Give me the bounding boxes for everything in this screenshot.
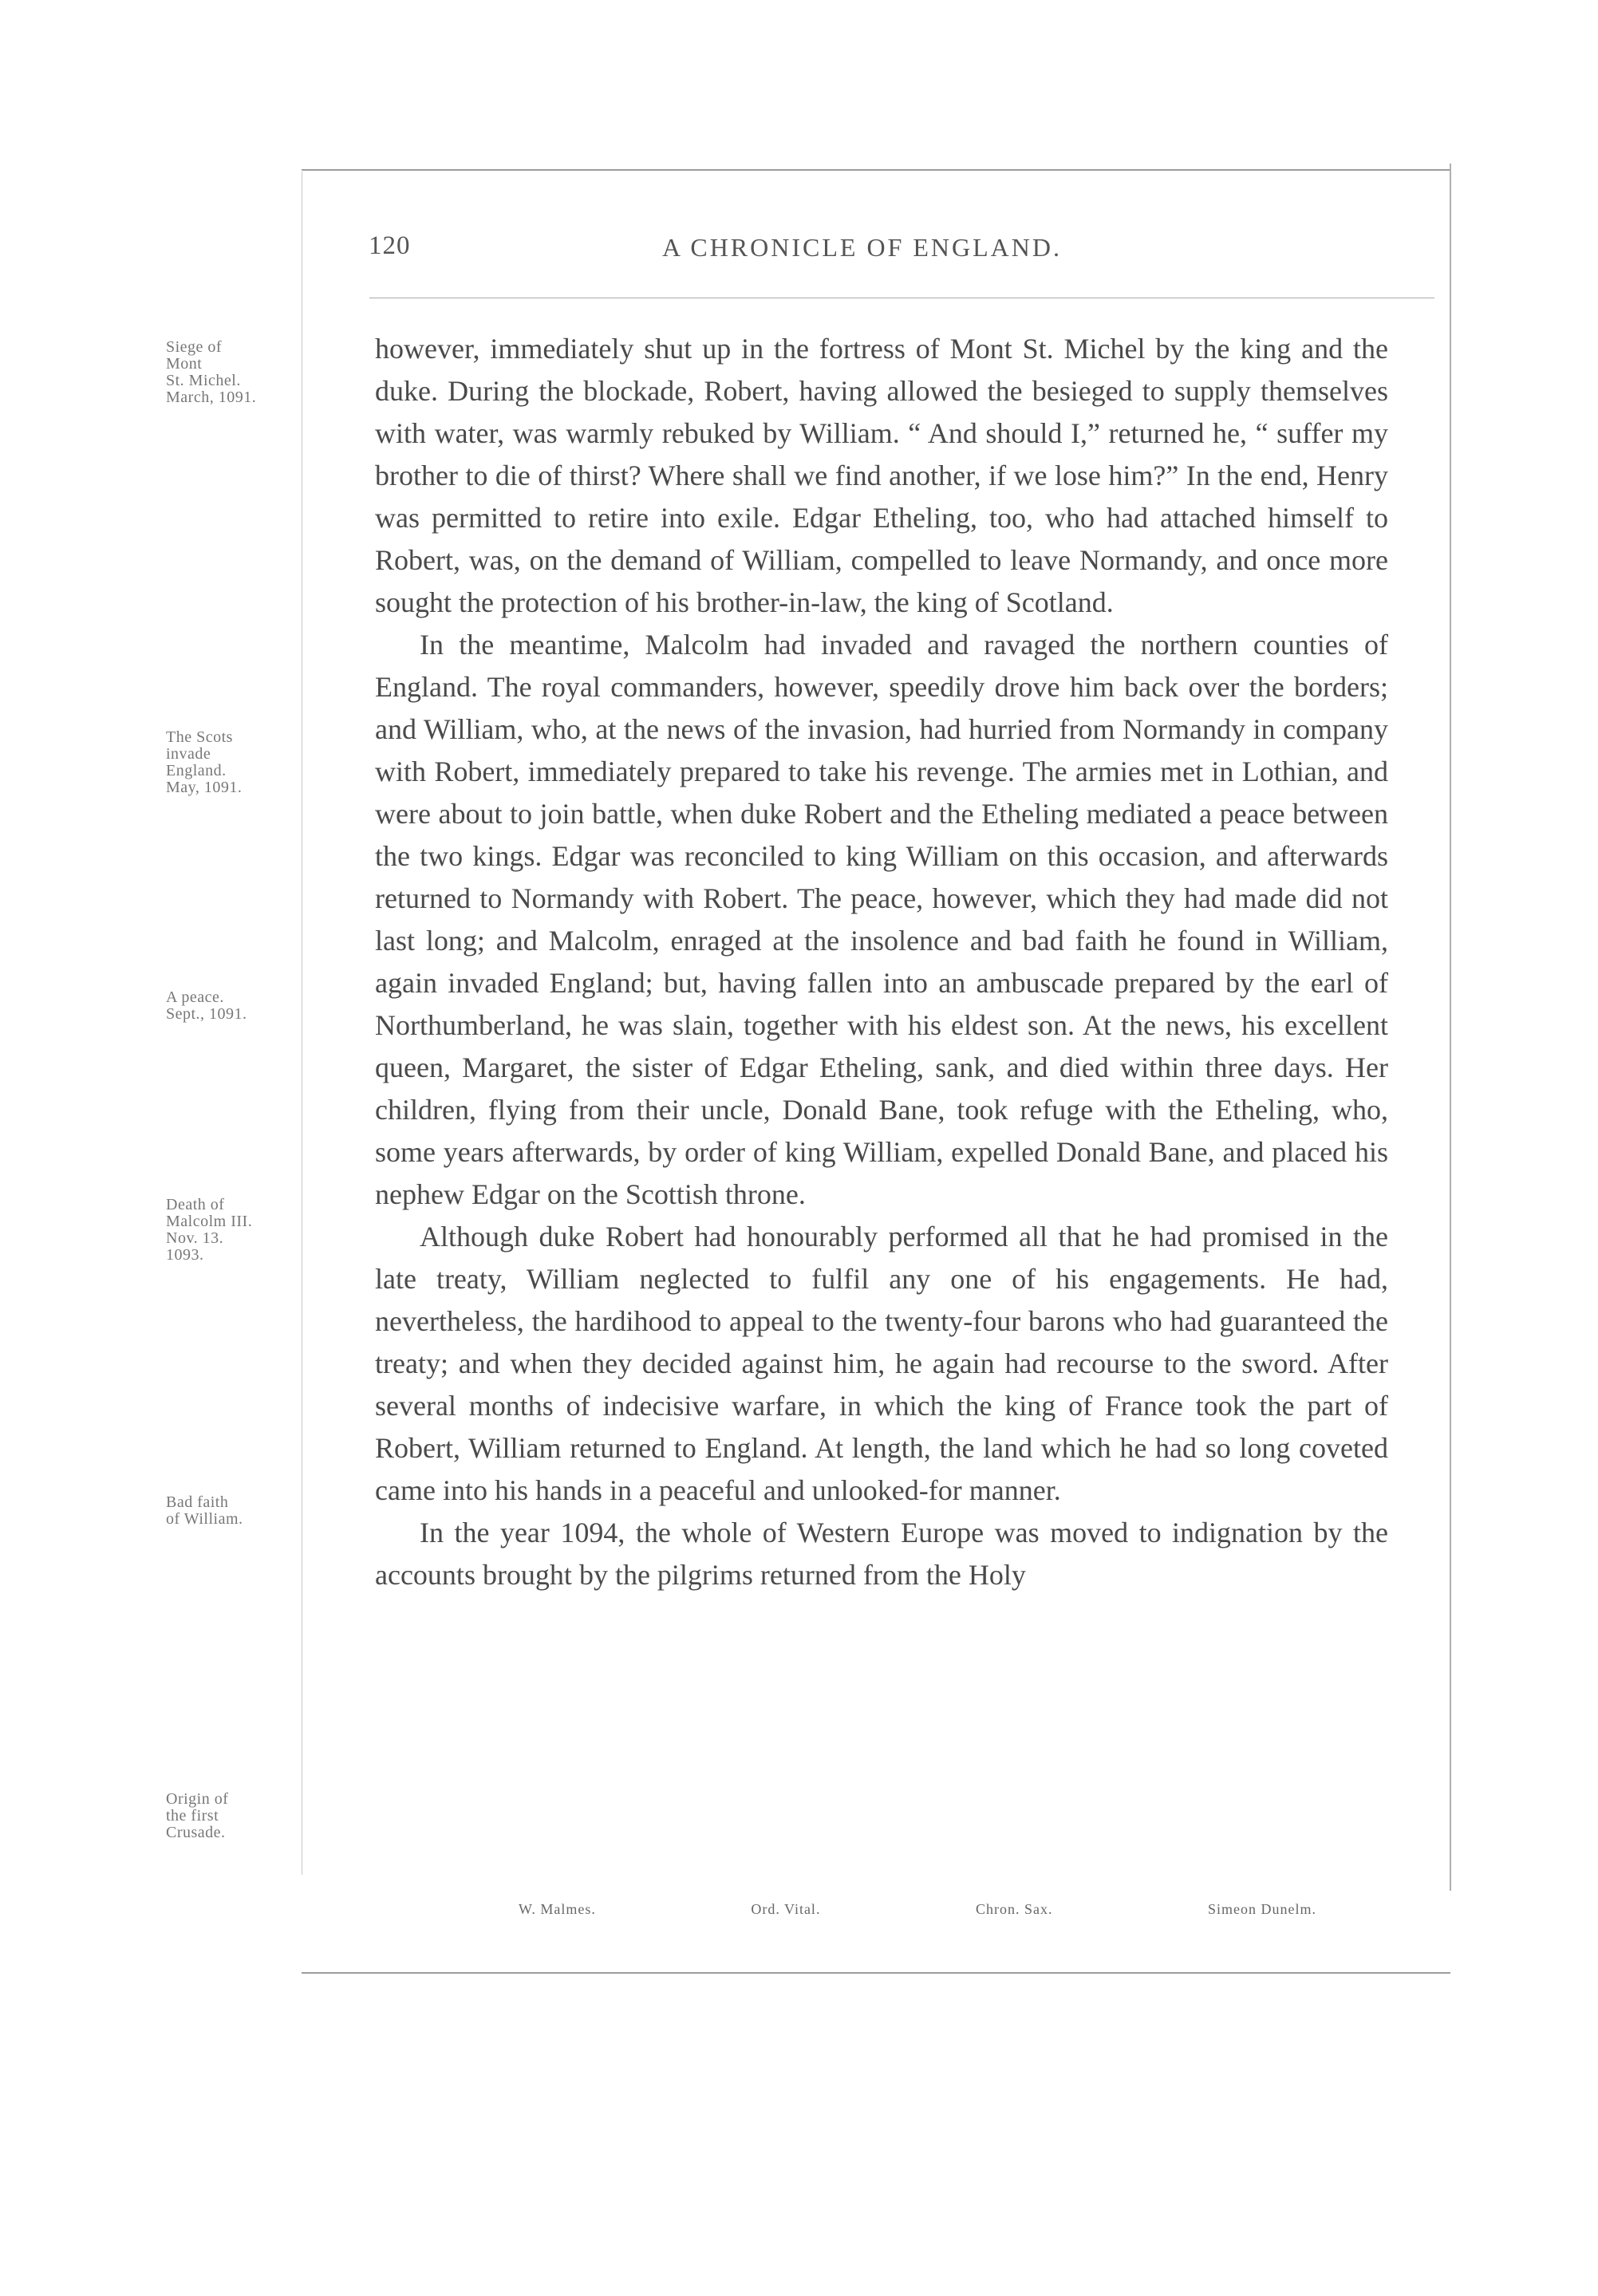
margin-note-line: Sept., 1091. bbox=[166, 1005, 247, 1023]
margin-note-line: Death of bbox=[166, 1196, 225, 1213]
source-reference: Chron. Sax. bbox=[975, 1901, 1053, 1917]
margin-note-line: Mont bbox=[166, 355, 203, 373]
source-reference: W. Malmes. bbox=[519, 1901, 596, 1917]
source-references bbox=[519, 1901, 1316, 1918]
margin-note-line: March, 1091. bbox=[166, 389, 257, 406]
margin-note-line: A peace. bbox=[166, 988, 224, 1006]
source-reference: Ord. Vital. bbox=[751, 1901, 821, 1917]
margin-note-line: Bad faith bbox=[166, 1493, 229, 1511]
page-number: 120 bbox=[369, 231, 411, 260]
margin-note-crusade bbox=[166, 1791, 310, 1841]
margin-note-line: Origin of bbox=[166, 1790, 229, 1808]
margin-note-line: Siege of bbox=[166, 338, 223, 356]
page-frame-bottom-rule bbox=[302, 1972, 1450, 1974]
running-title: A CHRONICLE OF ENGLAND. bbox=[662, 233, 1062, 262]
body-text bbox=[375, 328, 1388, 1596]
margin-note-bad-faith bbox=[166, 1494, 310, 1528]
margin-note-line: invade bbox=[166, 745, 211, 763]
margin-note-siege bbox=[166, 339, 310, 406]
margin-note-line: 1093. bbox=[166, 1246, 204, 1264]
margin-note-line: May, 1091. bbox=[166, 779, 243, 796]
source-reference: Simeon Dunelm. bbox=[1208, 1901, 1316, 1917]
margin-note-line: Malcolm III. bbox=[166, 1213, 253, 1230]
margin-note-peace bbox=[166, 989, 310, 1023]
margin-note-line: The Scots bbox=[166, 728, 233, 746]
paragraph: however, immediately shut up in the fortress of Mont St. Michel by the king and the duke. During the blockade, Robert, having allowed the besieged to supply themselves with water, was warmly rebuked by William. “ And should I,” returned he, “ suffer my brother to die of thirst? Where shall we find another, if we lose him?” In the end, Henry was permitted to retire into exile. Edgar Etheling, too, who had attached himself to Robert, was, on the demand of William, compelled to leave Normandy, and once more sought the protection of his brother-in-law, the king of Scotland. bbox=[375, 333, 1388, 618]
margin-note-line: of William. bbox=[166, 1510, 243, 1528]
paragraph: In the meantime, Malcolm had invaded and ravaged the northern counties of England. The royal commanders, however, speedily drove him back over the borders; and William, who, at the news of the invasion, had hurried from Normandy in company with Robert, immediately prepared to take his revenge. The armies met in Lothian, and were about to join battle, when duke Robert and the Etheling mediated a peace between the two kings. Edgar was reconciled to king William on this occasion, and afterwards returned to Normandy with Robert. The peace, however, which they had made did not last long; and Malcolm, enraged at the insolence and bad faith he found in William, again invaded England; but, having fallen into an ambuscade prepared by the earl of Northumberland, he was slain, together with his eldest son. At the news, his excellent queen, Margaret, the sister of Edgar Etheling, sank, and died within three days. Her children, flying from their uncle, Donald Bane, took refuge with the Etheling, who, some years afterwards, by order of king William, expelled Donald Bane, and placed his nephew Edgar on the Scottish throne. bbox=[375, 629, 1388, 1210]
page-frame-top-rule bbox=[302, 169, 1450, 171]
margin-note-line: England. bbox=[166, 762, 227, 779]
paragraph: Although duke Robert had honourably performed all that he had promised in the late treaty, William neglected to fulfil any one of his engagements. He had, nevertheless, the hardihood to appeal to the twenty-four barons who had guaranteed the treaty; and when they decided against him, he again had recourse to the sword. After several months of indecisive warfare, in which the king of France took the part of Robert, William returned to England. At length, the land which he had so long coveted came into his hands in a peaceful and unlooked-for manner. bbox=[375, 1221, 1388, 1506]
margin-note-line: Nov. 13. bbox=[166, 1229, 224, 1247]
paragraph: In the year 1094, the whole of Western Europe was moved to indignation by the accounts brought by the pilgrims returned from the Holy bbox=[375, 1517, 1388, 1591]
margin-note-line: St. Michel. bbox=[166, 372, 241, 389]
margin-note-line: Crusade. bbox=[166, 1824, 226, 1841]
margin-note-scots-invade bbox=[166, 729, 310, 796]
margin-note-line: the first bbox=[166, 1807, 219, 1825]
margin-note-death-malcolm bbox=[166, 1197, 310, 1264]
page-frame-right-rule bbox=[1450, 164, 1451, 1891]
